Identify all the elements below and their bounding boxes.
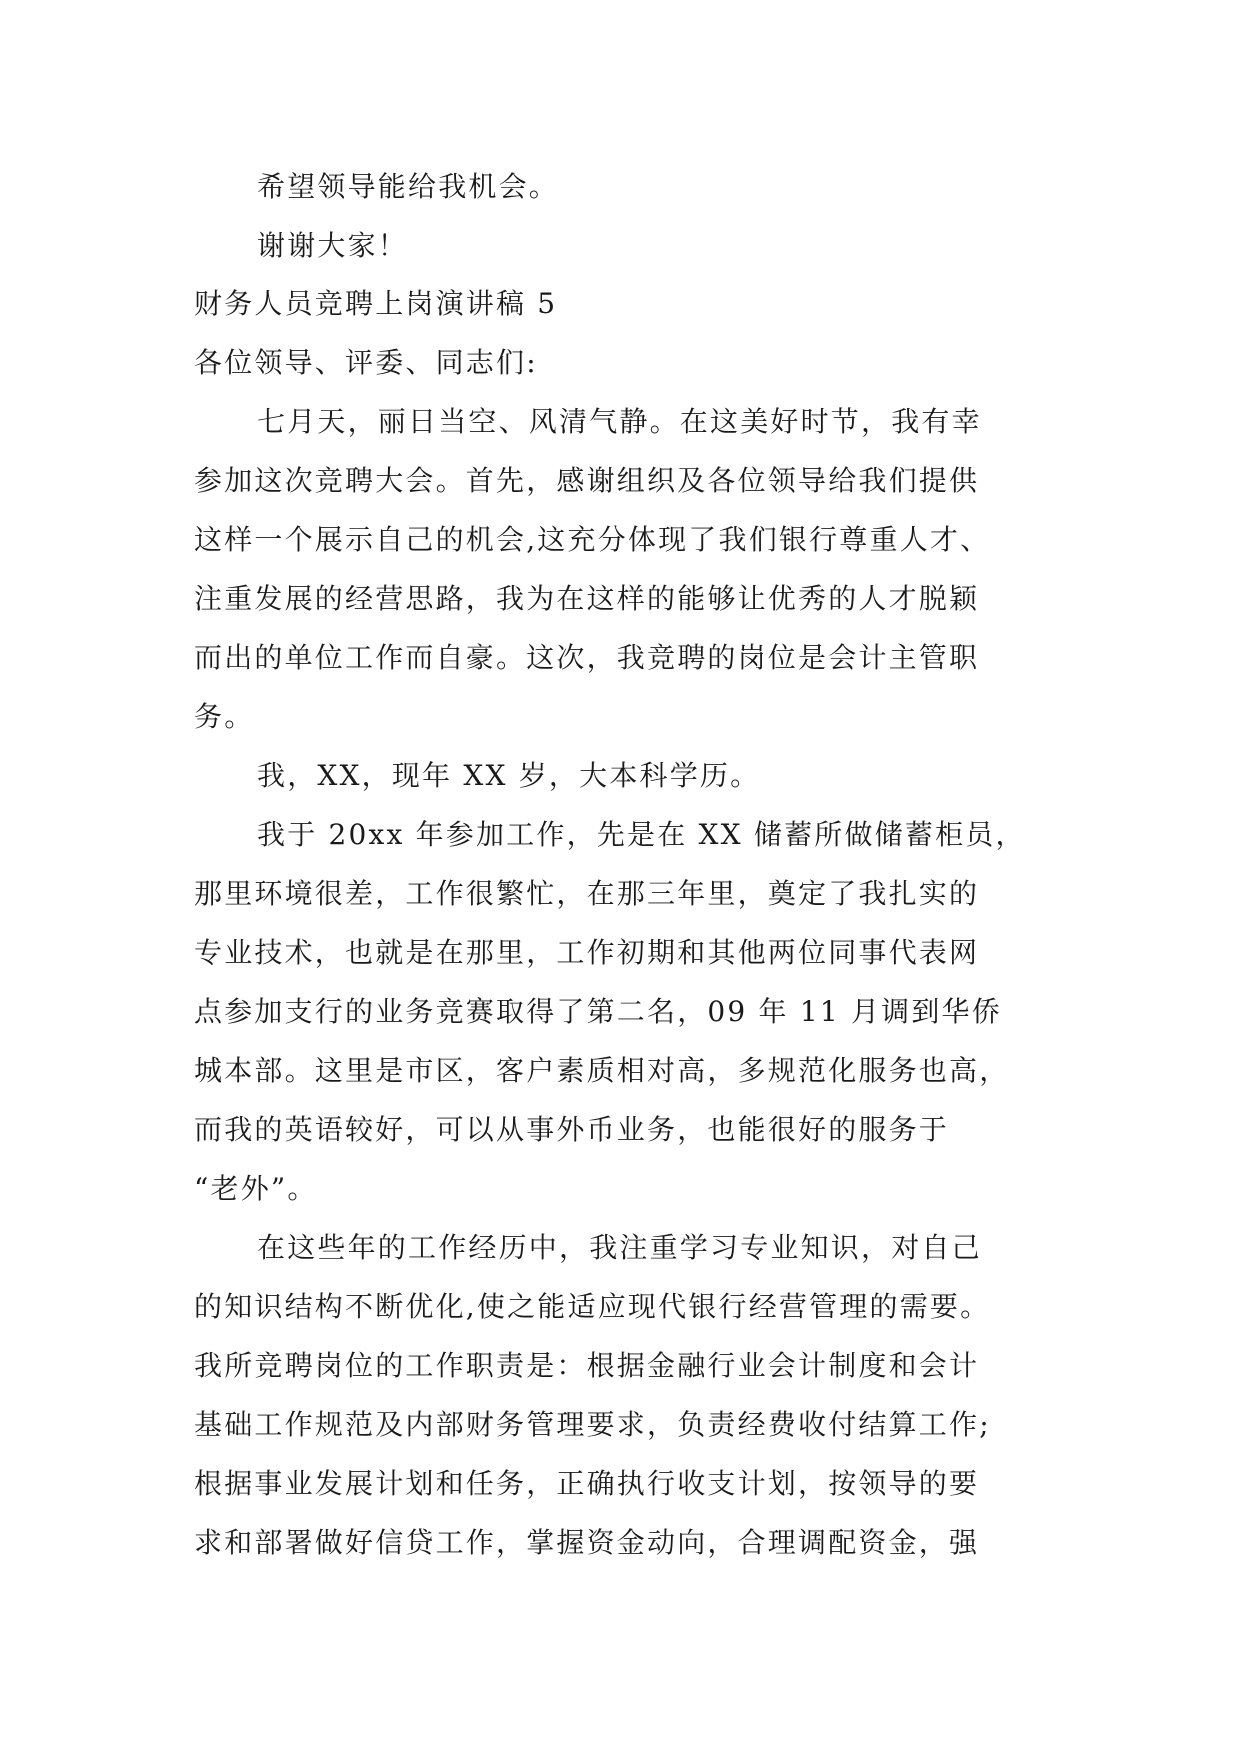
paragraph-line: 参加这次竞聘大会。首先，感谢组织及各位领导给我们提供 <box>194 464 980 497</box>
paragraph-line: 求和部署做好信贷工作，掌握资金动向，合理调配资金，强 <box>194 1526 980 1559</box>
paragraph-line: 城本部。这里是市区，客户素质相对高，多规范化服务也高， <box>194 1054 1010 1087</box>
paragraph-line: 希望领导能给我机会。 <box>257 170 560 203</box>
paragraph-line: 点参加支行的业务竞赛取得了第二名，09 年 11 月调到华侨 <box>194 995 1002 1028</box>
paragraph-line: 那里环境很差，工作很繁忙，在那三年里，奠定了我扎实的 <box>194 877 980 910</box>
paragraph-line: 的知识结构不断优化,使之能适应现代银行经营管理的需要。 <box>194 1290 991 1323</box>
paragraph-line: 我，XX，现年 XX 岁，大本科学历。 <box>257 759 761 792</box>
paragraph-line: 基础工作规范及内部财务管理要求，负责经费收付结算工作; <box>194 1408 991 1441</box>
paragraph-line: 根据事业发展计划和任务，正确执行收支计划，按领导的要 <box>194 1467 980 1500</box>
paragraph-line: 在这些年的工作经历中，我注重学习专业知识，对自己 <box>257 1231 982 1264</box>
paragraph-line: 这样一个展示自己的机会,这充分体现了我们银行尊重人才、 <box>194 523 991 556</box>
paragraph-line: “老外”。 <box>194 1172 318 1205</box>
paragraph-line: 谢谢大家！ <box>257 229 409 262</box>
paragraph-line: 注重发展的经营思路，我为在这样的能够让优秀的人才脱颖 <box>194 582 980 615</box>
paragraph-line: 专业技术，也就是在那里，工作初期和其他两位同事代表网 <box>194 936 980 969</box>
paragraph-line: 而我的英语较好，可以从事外币业务，也能很好的服务于 <box>194 1113 950 1146</box>
paragraph-line: 七月天，丽日当空、风清气静。在这美好时节，我有幸 <box>257 405 982 438</box>
paragraph-line: 而出的单位工作而自豪。这次，我竞聘的岗位是会计主管职 <box>194 641 980 674</box>
paragraph-line: 务。 <box>194 700 255 733</box>
paragraph-line: 我所竞聘岗位的工作职责是：根据金融行业会计制度和会计 <box>194 1349 980 1382</box>
paragraph-line: 我于 20xx 年参加工作，先是在 XX 储蓄所做储蓄柜员， <box>257 818 1026 851</box>
section-title: 财务人员竞聘上岗演讲稿 5 <box>194 287 558 320</box>
salutation: 各位领导、评委、同志们: <box>194 346 538 379</box>
